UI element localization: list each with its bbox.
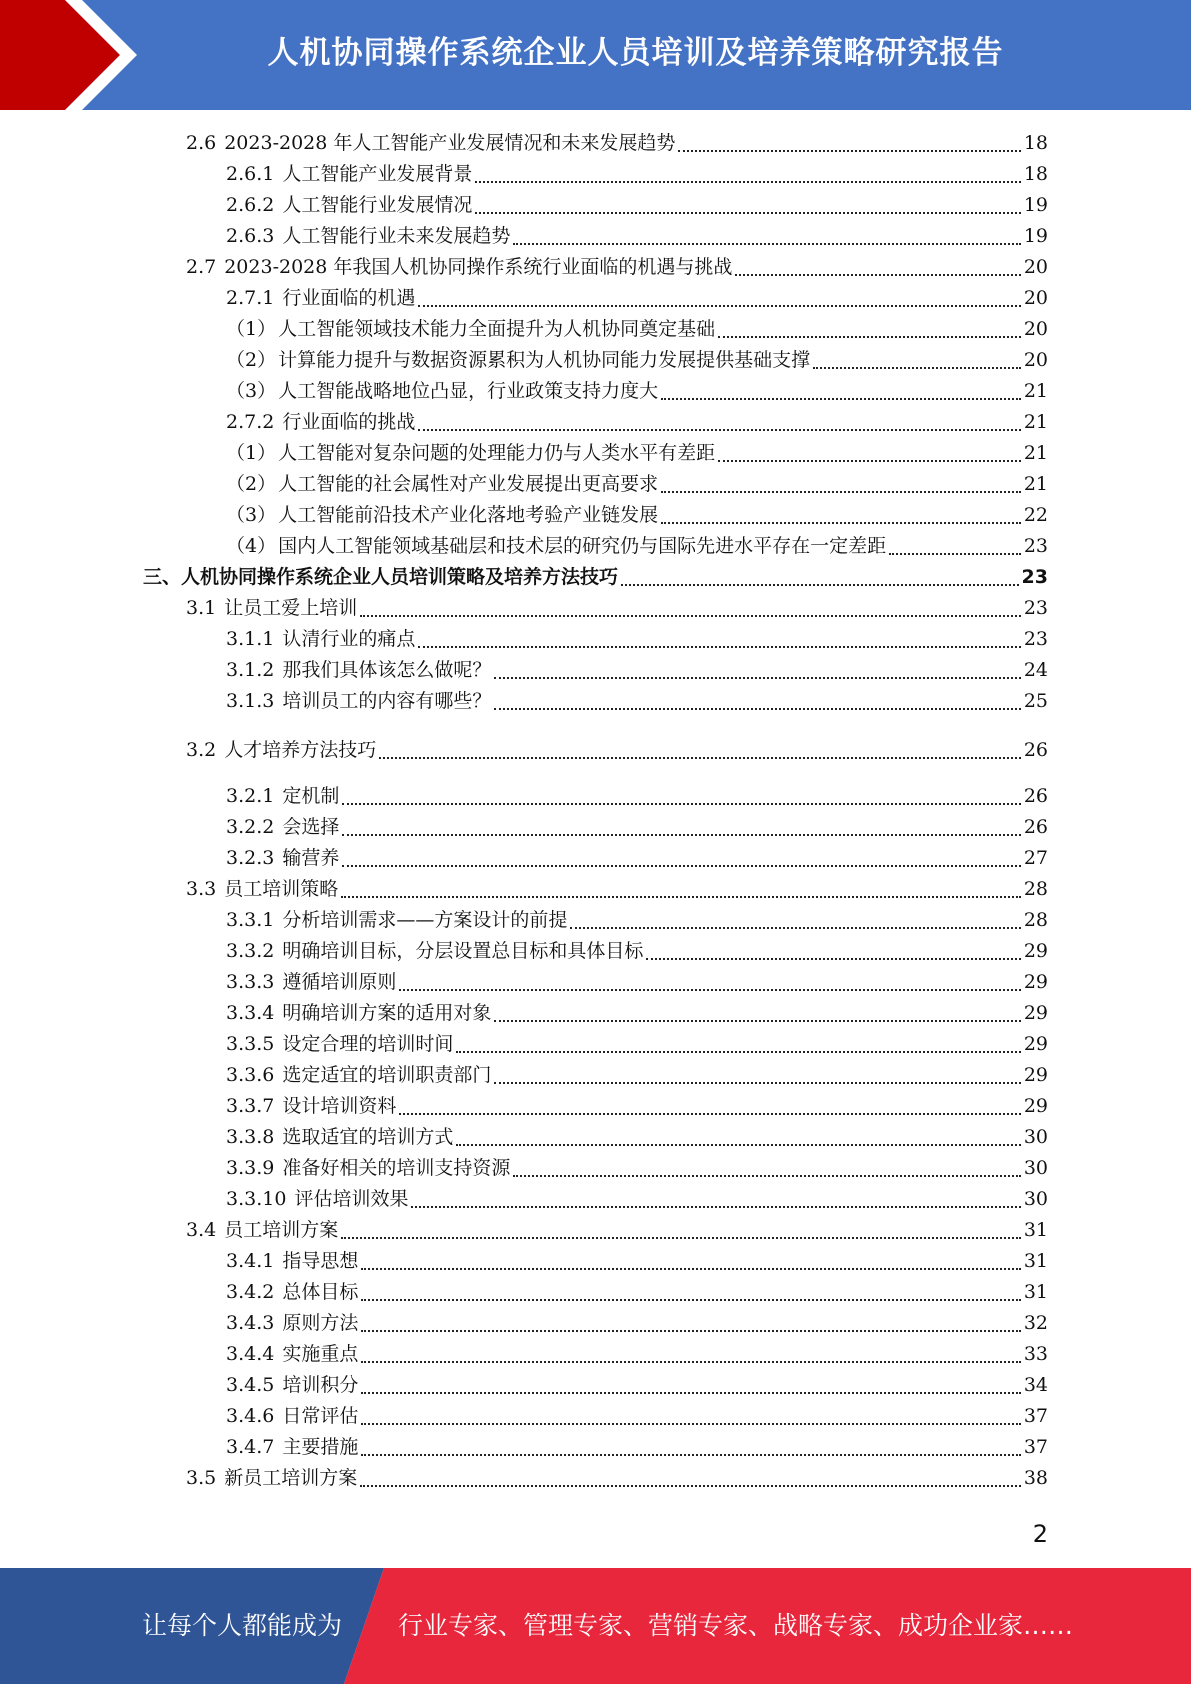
toc-entry-title: 分析培训需求——方案设计的前提 <box>282 909 568 931</box>
toc-entry-number: 3.1.2 <box>226 659 275 681</box>
toc-entry[interactable] <box>186 254 1048 280</box>
toc-entry-page: 31 <box>1023 1219 1048 1241</box>
toc-entry-number: 3.3.3 <box>226 971 275 993</box>
toc-entry[interactable] <box>186 595 1048 621</box>
toc-dot-leader <box>570 927 1020 929</box>
toc-entry[interactable] <box>226 688 1048 714</box>
toc-dot-leader <box>361 1392 1020 1394</box>
toc-entry-number: 3.4.7 <box>226 1436 275 1458</box>
toc-entry-title: 行业面临的挑战 <box>282 411 416 433</box>
toc-entry[interactable] <box>186 737 1048 763</box>
toc-dot-leader <box>661 398 1021 400</box>
toc-entry-number: 2.7.2 <box>226 411 275 433</box>
toc-entry[interactable] <box>226 223 1048 249</box>
toc-dot-leader <box>399 989 1020 991</box>
toc-dot-leader <box>342 834 1020 836</box>
toc-entry[interactable] <box>226 1093 1048 1119</box>
toc-dot-leader <box>621 584 1019 586</box>
toc-dot-leader <box>456 1051 1020 1053</box>
toc-dot-leader <box>475 212 1020 214</box>
toc-entry-page: 25 <box>1023 690 1048 712</box>
toc-entry[interactable] <box>226 316 1048 342</box>
toc-entry-title: 输营养 <box>282 847 340 869</box>
toc-entry-page: 27 <box>1023 847 1048 869</box>
toc-entry[interactable] <box>226 533 1048 559</box>
toc-dot-leader <box>678 150 1020 152</box>
toc-entry[interactable] <box>226 1372 1048 1398</box>
toc-entry-number: 2.6.3 <box>226 225 275 247</box>
toc-entry-title: 认清行业的痛点 <box>282 628 416 650</box>
toc-entry-number: （3） <box>226 380 277 402</box>
toc-entry-number: 3.1.3 <box>226 690 275 712</box>
toc-dot-leader <box>360 615 1021 617</box>
toc-entry-title: 行业面临的机遇 <box>282 287 416 309</box>
toc-entry-page: 33 <box>1023 1343 1048 1365</box>
toc-entry[interactable] <box>226 814 1048 840</box>
toc-entry-page: 29 <box>1023 940 1048 962</box>
toc-entry-title: 评估培训效果 <box>294 1188 409 1210</box>
toc-entry-number: 3.3.6 <box>226 1064 275 1086</box>
toc-entry-page: 29 <box>1023 1033 1048 1055</box>
toc-dot-leader <box>646 958 1020 960</box>
toc-entry-page: 23 <box>1023 628 1048 650</box>
footer-band <box>0 1568 1191 1684</box>
toc-entry-title: 原则方法 <box>282 1312 359 1334</box>
toc-entry[interactable] <box>226 440 1048 466</box>
toc-entry[interactable] <box>226 938 1048 964</box>
toc-dot-leader <box>361 1330 1020 1332</box>
toc-entry[interactable] <box>226 347 1048 373</box>
toc-dot-leader <box>661 491 1021 493</box>
toc-entry-page: 19 <box>1023 225 1048 247</box>
toc-entry-number: 3.1 <box>186 597 217 619</box>
toc-entry-page: 37 <box>1023 1436 1048 1458</box>
toc-entry-page: 34 <box>1023 1374 1048 1396</box>
toc-entry[interactable] <box>226 1341 1048 1367</box>
toc-dot-leader <box>718 460 1021 462</box>
toc-entry-page: 29 <box>1023 1064 1048 1086</box>
toc-entry-title: 培训员工的内容有哪些？ <box>282 690 492 712</box>
toc-entry-title: 人工智能的社会属性对产业发展提出更高要求 <box>278 473 659 495</box>
toc-entry-page: 26 <box>1023 785 1048 807</box>
toc-dot-leader <box>360 1485 1021 1487</box>
toc-entry-title: 国内人工智能领域基础层和技术层的研究仍与国际先进水平存在一定差距 <box>278 535 887 557</box>
toc-entry-title: 人工智能战略地位凸显，行业政策支持力度大 <box>278 380 659 402</box>
toc-entry-number: （2） <box>226 473 277 495</box>
toc-entry[interactable] <box>226 1124 1048 1150</box>
toc-entry-title: 会选择 <box>282 816 340 838</box>
toc-dot-leader <box>494 708 1020 710</box>
footer-tagline: 行业专家、管理专家、营销专家、战略专家、成功企业家…… <box>398 1611 1074 1640</box>
toc-entry-page: 29 <box>1023 971 1048 993</box>
toc-entry-title: 选定适宜的培训职责部门 <box>282 1064 492 1086</box>
toc-entry[interactable] <box>226 1000 1048 1026</box>
toc-dot-leader <box>456 1144 1020 1146</box>
toc-entry-number: 3.1.1 <box>226 628 275 650</box>
toc-entry-title: 让员工爱上培训 <box>224 597 358 619</box>
toc-dot-leader <box>361 1299 1020 1301</box>
toc-entry[interactable] <box>143 564 1048 590</box>
toc-dot-leader <box>813 367 1021 369</box>
toc-entry-number: （2） <box>226 349 277 371</box>
toc-entry-number: 2.7.1 <box>226 287 275 309</box>
toc-dot-leader <box>418 429 1020 431</box>
toc-entry-number: 3.3.1 <box>226 909 275 931</box>
toc-entry-number: 3.4.3 <box>226 1312 275 1334</box>
toc-dot-leader <box>418 646 1020 648</box>
toc-entry[interactable] <box>226 1310 1048 1336</box>
toc-dot-leader <box>342 865 1020 867</box>
toc-entry-page: 26 <box>1023 739 1048 761</box>
toc-entry-page: 18 <box>1023 163 1048 185</box>
toc-entry-title: 员工培训策略 <box>224 878 339 900</box>
toc-dot-leader <box>494 1082 1020 1084</box>
toc-entry[interactable] <box>226 285 1048 311</box>
toc-entry[interactable] <box>226 502 1048 528</box>
toc-entry-number: 3.3.10 <box>226 1188 287 1210</box>
toc-dot-leader <box>361 1423 1020 1425</box>
toc-dot-leader <box>661 522 1021 524</box>
page-number: 2 <box>1032 1520 1048 1548</box>
toc-entry-title: 人工智能行业未来发展趋势 <box>282 225 511 247</box>
toc-entry-title: 明确培训方案的适用对象 <box>282 1002 492 1024</box>
toc-entry[interactable] <box>226 657 1048 683</box>
toc-entry-title: 实施重点 <box>282 1343 359 1365</box>
toc-entry-number: 三、 <box>143 566 182 588</box>
toc-entry[interactable] <box>226 161 1048 187</box>
toc-entry-number: 3.3.5 <box>226 1033 275 1055</box>
toc-entry[interactable] <box>226 1434 1048 1460</box>
toc-entry-title: 主要措施 <box>282 1436 359 1458</box>
toc-entry-page: 28 <box>1023 878 1048 900</box>
toc-dot-leader <box>411 1206 1020 1208</box>
toc-entry-title: 培训积分 <box>282 1374 359 1396</box>
toc-entry-title: 那我们具体该怎么做呢？ <box>282 659 492 681</box>
toc-entry-page: 20 <box>1023 256 1048 278</box>
toc-entry-page: 20 <box>1023 287 1048 309</box>
toc-entry[interactable] <box>226 1186 1048 1212</box>
toc-entry-page: 38 <box>1023 1467 1048 1489</box>
toc-entry-page: 30 <box>1023 1157 1048 1179</box>
toc-entry-number: 3.3.4 <box>226 1002 275 1024</box>
toc-entry[interactable] <box>186 1465 1048 1491</box>
toc-dot-leader <box>494 1020 1020 1022</box>
toc-dot-leader <box>418 305 1020 307</box>
toc-entry[interactable] <box>226 783 1048 809</box>
toc-entry-page: 30 <box>1023 1126 1048 1148</box>
toc-entry-title: 人工智能领域技术能力全面提升为人机协同奠定基础 <box>278 318 716 340</box>
toc-entry[interactable] <box>226 969 1048 995</box>
toc-entry-page: 23 <box>1023 535 1048 557</box>
toc-dot-leader <box>475 181 1020 183</box>
toc-entry-title: 人机协同操作系统企业人员培训策略及培养方法技巧 <box>181 566 619 588</box>
toc-entry-page: 23 <box>1021 566 1048 588</box>
toc-dot-leader <box>361 1268 1020 1270</box>
toc-dot-leader <box>494 677 1020 679</box>
toc-entry-number: 3.4.2 <box>226 1281 275 1303</box>
toc-entry-title: 明确培训目标，分层设置总目标和具体目标 <box>282 940 644 962</box>
toc-entry-number: 2.7 <box>186 256 217 278</box>
toc-dot-leader <box>399 1113 1020 1115</box>
toc-entry-page: 21 <box>1023 380 1048 402</box>
toc-dot-leader <box>735 274 1020 276</box>
toc-entry-title: 人工智能行业发展情况 <box>282 194 473 216</box>
toc-entry[interactable] <box>226 1031 1048 1057</box>
toc-entry-number: 2.6.1 <box>226 163 275 185</box>
toc-entry-number: 3.4.4 <box>226 1343 275 1365</box>
toc-entry[interactable] <box>226 845 1048 871</box>
toc-entry[interactable] <box>226 1403 1048 1429</box>
toc-entry-number: 3.2.2 <box>226 816 275 838</box>
toc-entry-page: 26 <box>1023 816 1048 838</box>
toc-entry-title: 日常评估 <box>282 1405 359 1427</box>
toc-entry-page: 19 <box>1023 194 1048 216</box>
toc-entry-page: 22 <box>1023 504 1048 526</box>
toc-entry[interactable] <box>226 409 1048 435</box>
toc-entry[interactable] <box>226 378 1048 404</box>
toc-entry[interactable] <box>226 626 1048 652</box>
toc-entry-title: 指导思想 <box>282 1250 359 1272</box>
toc-entry-page: 18 <box>1023 132 1048 154</box>
toc-entry-page: 29 <box>1023 1095 1048 1117</box>
toc-entry[interactable] <box>226 471 1048 497</box>
toc-entry-title: 设计培训资料 <box>282 1095 397 1117</box>
toc-entry-title: 选取适宜的培训方式 <box>282 1126 454 1148</box>
toc-entry[interactable] <box>226 1155 1048 1181</box>
toc-entry-page: 21 <box>1023 473 1048 495</box>
toc-entry-page: 24 <box>1023 659 1048 681</box>
document-title: 人机协同操作系统企业人员培训及培养策略研究报告 <box>267 35 1004 71</box>
toc-entry[interactable] <box>226 1248 1048 1274</box>
toc-entry-number: 3.4.5 <box>226 1374 275 1396</box>
toc-entry[interactable] <box>226 192 1048 218</box>
toc-dot-leader <box>341 1237 1021 1239</box>
footer-slogan: 让每个人都能成为 <box>142 1611 343 1640</box>
toc-entry-title: 2023-2028 年人工智能产业发展情况和未来发展趋势 <box>224 132 676 154</box>
toc-entry-number: （4） <box>226 535 277 557</box>
toc-entry-title: 人工智能产业发展背景 <box>282 163 473 185</box>
toc-dot-leader <box>513 1175 1020 1177</box>
toc-entry-number: 3.5 <box>186 1467 217 1489</box>
toc-entry-number: 3.3.8 <box>226 1126 275 1148</box>
toc-dot-leader <box>341 896 1021 898</box>
toc-entry[interactable] <box>226 907 1048 933</box>
toc-entry-title: 2023-2028 年我国人机协同操作系统行业面临的机遇与挑战 <box>224 256 733 278</box>
toc-dot-leader <box>342 803 1020 805</box>
toc-entry-number: 3.2.1 <box>226 785 275 807</box>
toc-entry-number: 3.4.1 <box>226 1250 275 1272</box>
toc-entry-number: （1） <box>226 318 277 340</box>
toc-dot-leader <box>361 1361 1020 1363</box>
toc-entry-page: 31 <box>1023 1281 1048 1303</box>
toc-entry-number: 3.2 <box>186 739 217 761</box>
toc-dot-leader <box>513 243 1020 245</box>
toc-entry-number: 2.6.2 <box>226 194 275 216</box>
toc-entry-title: 人工智能前沿技术产业化落地考验产业链发展 <box>278 504 659 526</box>
toc-dot-leader <box>379 757 1021 759</box>
toc-entry-number: 3.3.9 <box>226 1157 275 1179</box>
toc-entry-number: （1） <box>226 442 277 464</box>
toc-entry-number: 3.2.3 <box>226 847 275 869</box>
toc-entry-title: 人工智能对复杂问题的处理能力仍与人类水平有差距 <box>278 442 716 464</box>
toc-entry-number: 3.3.2 <box>226 940 275 962</box>
toc-entry[interactable] <box>226 1279 1048 1305</box>
toc-entry-title: 定机制 <box>282 785 340 807</box>
toc-entry-page: 23 <box>1023 597 1048 619</box>
toc-entry-page: 32 <box>1023 1312 1048 1334</box>
toc-dot-leader <box>718 336 1021 338</box>
toc-entry-number: （3） <box>226 504 277 526</box>
toc-entry-number: 3.3 <box>186 878 217 900</box>
toc-entry-title: 人才培养方法技巧 <box>224 739 377 761</box>
toc-entry-page: 21 <box>1023 442 1048 464</box>
toc-entry[interactable] <box>186 1217 1048 1243</box>
toc-entry-title: 员工培训方案 <box>224 1219 339 1241</box>
toc-entry[interactable] <box>226 1062 1048 1088</box>
toc-entry-page: 21 <box>1023 411 1048 433</box>
toc-entry-title: 设定合理的培训时间 <box>282 1033 454 1055</box>
toc-entry-page: 37 <box>1023 1405 1048 1427</box>
toc-entry-title: 新员工培训方案 <box>224 1467 358 1489</box>
toc-entry-page: 29 <box>1023 1002 1048 1024</box>
toc-entry[interactable] <box>186 876 1048 902</box>
toc-entry-number: 3.4.6 <box>226 1405 275 1427</box>
toc-entry-title: 准备好相关的培训支持资源 <box>282 1157 511 1179</box>
toc-entry-page: 31 <box>1023 1250 1048 1272</box>
toc-entry-page: 28 <box>1023 909 1048 931</box>
toc-entry-title: 总体目标 <box>282 1281 359 1303</box>
toc-entry-page: 30 <box>1023 1188 1048 1210</box>
toc-dot-leader <box>361 1454 1020 1456</box>
toc-entry-number: 3.3.7 <box>226 1095 275 1117</box>
toc-entry[interactable] <box>186 130 1048 156</box>
toc-entry-number: 2.6 <box>186 132 217 154</box>
toc-entry-page: 20 <box>1023 318 1048 340</box>
toc-entry-page: 20 <box>1023 349 1048 371</box>
toc-dot-leader <box>889 553 1021 555</box>
toc-entry-title: 计算能力提升与数据资源累积为人机协同能力发展提供基础支撑 <box>278 349 811 371</box>
toc-entry-title: 遵循培训原则 <box>282 971 397 993</box>
toc-entry-number: 3.4 <box>186 1219 217 1241</box>
